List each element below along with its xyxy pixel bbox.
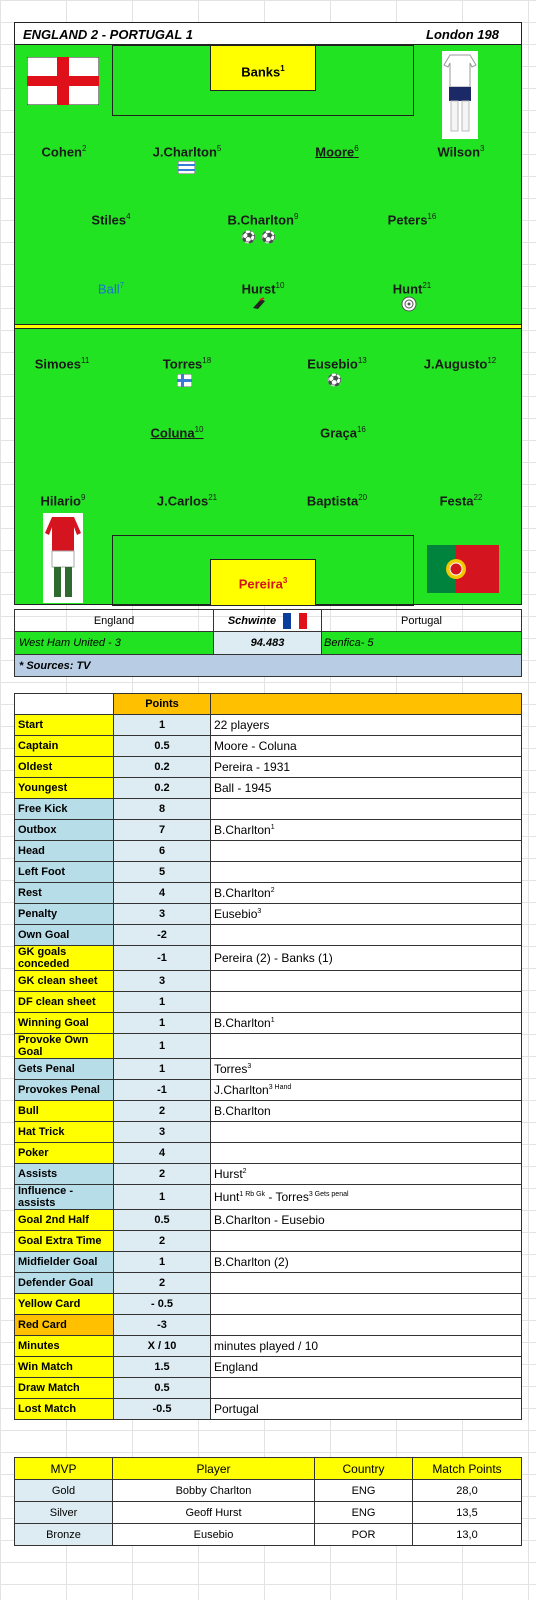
mvp-header-row	[15, 1458, 522, 1480]
mvp-cell: Gold	[15, 1480, 113, 1502]
goal-ball-icon: ⚽	[241, 230, 256, 244]
points-label: Assists	[15, 1164, 114, 1185]
goal-ball-icon: ⚽	[261, 230, 276, 244]
points-row	[15, 925, 522, 946]
points-label: Minutes	[15, 1336, 114, 1357]
points-desc	[211, 862, 522, 883]
points-desc: B.Charlton (2)	[211, 1252, 522, 1273]
player-header: Player	[113, 1458, 315, 1480]
player-j-carlos: J.Carlos$^{21}$	[156, 493, 218, 509]
england-kit-icon	[442, 51, 478, 139]
points-label: Start	[15, 715, 114, 736]
points-value: 1	[114, 1034, 211, 1059]
points-value: -0.5	[114, 1399, 211, 1420]
points-label: Left Foot	[15, 862, 114, 883]
points-desc: 22 players	[211, 715, 522, 736]
points-desc: B.Charlton$^1$	[211, 820, 522, 841]
england-half	[14, 44, 522, 325]
target-icon	[401, 296, 417, 312]
points-label: Goal Extra Time	[15, 1231, 114, 1252]
points-desc	[211, 841, 522, 862]
points-desc: B.Charlton - Eusebio	[211, 1210, 522, 1231]
points-row	[15, 1336, 522, 1357]
points-value: 1	[114, 715, 211, 736]
points-desc	[211, 1273, 522, 1294]
points-row	[15, 862, 522, 883]
points-desc: B.Charlton	[211, 1101, 522, 1122]
points-desc: England	[211, 1357, 522, 1378]
points-row	[15, 1164, 522, 1185]
points-row	[15, 736, 522, 757]
points-header-row	[15, 694, 522, 715]
player-cohen: Cohen$^2$	[41, 144, 87, 160]
player-baptista: Baptista$^{20}$	[306, 493, 368, 509]
points-row	[15, 883, 522, 904]
points-label: Poker	[15, 1143, 114, 1164]
points-value: 1	[114, 1013, 211, 1034]
points-label: Hat Trick	[15, 1122, 114, 1143]
player-peters: Peters$^{16}$	[387, 212, 437, 228]
points-value: 4	[114, 883, 211, 904]
points-value: 3	[114, 904, 211, 925]
points-desc: Hurst$^2$	[211, 1164, 522, 1185]
england-flag-icon	[27, 57, 99, 105]
points-row	[15, 1122, 522, 1143]
points-desc: Portugal	[211, 1399, 522, 1420]
captain-flag-icon	[178, 161, 195, 174]
points-desc	[211, 925, 522, 946]
points-label: Red Card	[15, 1315, 114, 1336]
points-row	[15, 841, 522, 862]
points-value: 3	[114, 971, 211, 992]
mvp-cell: 13,0	[413, 1524, 522, 1546]
mvp-cell: ENG	[315, 1480, 413, 1502]
points-label: GK clean sheet	[15, 971, 114, 992]
player-hunt: Hunt$^{21}$	[392, 281, 432, 297]
points-label: Influence - assists	[15, 1185, 114, 1210]
points-desc: Ball - 1945	[211, 778, 522, 799]
points-row	[15, 992, 522, 1013]
portugal-goalkeeper: Pereira$^3$	[210, 559, 316, 606]
points-label: Draw Match	[15, 1378, 114, 1399]
points-row	[15, 778, 522, 799]
portugal-flag-icon	[427, 545, 499, 593]
points-row	[15, 1143, 522, 1164]
mvp-row	[15, 1524, 522, 1546]
points-row	[15, 1315, 522, 1336]
points-row	[15, 1185, 522, 1210]
points-value: 1	[114, 1185, 211, 1210]
club2-name: Benfica- 5	[322, 632, 522, 655]
england-goalkeeper: Banks$^1$	[210, 45, 316, 91]
points-value: 2	[114, 1273, 211, 1294]
mvp-cell: Geoff Hurst	[113, 1502, 315, 1524]
points-row	[15, 1080, 522, 1101]
points-value: X / 10	[114, 1336, 211, 1357]
points-row	[15, 1294, 522, 1315]
points-value: 0.5	[114, 1210, 211, 1231]
points-desc	[211, 1143, 522, 1164]
mvp-cell: ENG	[315, 1502, 413, 1524]
points-label: Head	[15, 841, 114, 862]
goal-ball-icon: ⚽	[327, 373, 342, 387]
points-label: Goal 2nd Half	[15, 1210, 114, 1231]
points-desc	[211, 1378, 522, 1399]
points-row	[15, 820, 522, 841]
points-row	[15, 757, 522, 778]
points-value: 1	[114, 1059, 211, 1080]
sources-note: * Sources: TV	[15, 655, 522, 677]
points-desc: Hunt$^{1 Rb Gk}$ - Torres$^{3 Gets penal}$	[211, 1185, 522, 1210]
points-desc: Eusebio$^3$	[211, 904, 522, 925]
points-label: Rest	[15, 883, 114, 904]
player-j-augusto: J.Augusto$^{12}$	[423, 356, 497, 372]
points-desc: Pereira - 1931	[211, 757, 522, 778]
mvp-row	[15, 1502, 522, 1524]
points-desc	[211, 1294, 522, 1315]
referee-cell: Schwinte	[214, 610, 322, 632]
points-label: Provokes Penal	[15, 1080, 114, 1101]
points-value: 0.5	[114, 1378, 211, 1399]
points-row	[15, 1210, 522, 1231]
mvp-cell: Eusebio	[113, 1524, 315, 1546]
points-label: Free Kick	[15, 799, 114, 820]
team2-name: Portugal	[322, 610, 522, 632]
points-value: -1	[114, 946, 211, 971]
points-desc: Pereira (2) - Banks (1)	[211, 946, 522, 971]
points-desc: B.Charlton$^1$	[211, 1013, 522, 1034]
match-points-header: Match Points	[413, 1458, 522, 1480]
points-row	[15, 1231, 522, 1252]
club1-name: West Ham United - 3	[15, 632, 214, 655]
points-label: Gets Penal	[15, 1059, 114, 1080]
points-label: Oldest	[15, 757, 114, 778]
points-label: Win Match	[15, 1357, 114, 1378]
points-label: Penalty	[15, 904, 114, 925]
mvp-header: MVP	[15, 1458, 113, 1480]
points-value: 0.5	[114, 736, 211, 757]
player-graca: Graça$^{16}$	[320, 425, 366, 441]
mvp-cell: Bobby Charlton	[113, 1480, 315, 1502]
team1-name: England	[15, 610, 214, 632]
points-desc	[211, 1315, 522, 1336]
points-value: - 0.5	[114, 1294, 211, 1315]
mvp-cell: Bronze	[15, 1524, 113, 1546]
points-value: -1	[114, 1080, 211, 1101]
match-title: ENGLAND 2 - PORTUGAL 1	[23, 27, 193, 42]
points-desc: Moore - Coluna	[211, 736, 522, 757]
points-row	[15, 1013, 522, 1034]
points-value: 2	[114, 1231, 211, 1252]
points-value: 1	[114, 1252, 211, 1273]
points-label: Midfielder Goal	[15, 1252, 114, 1273]
mvp-row	[15, 1480, 522, 1502]
mvp-cell: POR	[315, 1524, 413, 1546]
points-value: 2	[114, 1101, 211, 1122]
france-flag-icon	[283, 613, 307, 629]
points-value: 3	[114, 1122, 211, 1143]
points-desc	[211, 1034, 522, 1059]
player-torres: Torres$^{18}$	[162, 356, 212, 372]
player-festa: Festa$^{22}$	[439, 493, 483, 509]
player-simoes: Simoes$^{11}$	[34, 356, 90, 372]
player-b-charlton: B.Charlton$^9$	[227, 212, 299, 228]
player-wilson: Wilson$^3$	[437, 144, 485, 160]
mvp-table	[14, 1457, 522, 1546]
points-value: 1	[114, 992, 211, 1013]
points-row	[15, 799, 522, 820]
points-desc	[211, 799, 522, 820]
match-header	[14, 22, 522, 45]
points-label: GK goals conceded	[15, 946, 114, 971]
assist-boot-icon	[251, 296, 267, 310]
points-value: 0.2	[114, 757, 211, 778]
points-label: Youngest	[15, 778, 114, 799]
points-value: 0.2	[114, 778, 211, 799]
points-label: Defender Goal	[15, 1273, 114, 1294]
points-row	[15, 1059, 522, 1080]
mvp-cell: 28,0	[413, 1480, 522, 1502]
points-desc	[211, 992, 522, 1013]
attendance: 94.483	[214, 632, 322, 655]
player-stiles: Stiles$^4$	[91, 212, 131, 228]
points-desc: B.Charlton$^2$	[211, 883, 522, 904]
points-table	[14, 693, 522, 1420]
points-row	[15, 1357, 522, 1378]
points-row	[15, 1378, 522, 1399]
points-value: 7	[114, 820, 211, 841]
points-value: 1.5	[114, 1357, 211, 1378]
points-label: Yellow Card	[15, 1294, 114, 1315]
portugal-half	[14, 328, 522, 605]
points-row	[15, 1252, 522, 1273]
player-hilario: Hilario$^9$	[40, 493, 86, 509]
points-label: Outbox	[15, 820, 114, 841]
points-desc	[211, 971, 522, 992]
points-row	[15, 946, 522, 971]
points-label: Own Goal	[15, 925, 114, 946]
mvp-cell: 13,5	[413, 1502, 522, 1524]
points-label: Winning Goal	[15, 1013, 114, 1034]
points-row	[15, 904, 522, 925]
points-desc: minutes played / 10	[211, 1336, 522, 1357]
portugal-kit-icon	[43, 513, 83, 603]
points-row	[15, 1273, 522, 1294]
points-label: Captain	[15, 736, 114, 757]
points-value: -3	[114, 1315, 211, 1336]
points-row	[15, 1034, 522, 1059]
points-label: DF clean sheet	[15, 992, 114, 1013]
player-hurst: Hurst$^{10}$	[241, 281, 285, 297]
points-row	[15, 971, 522, 992]
player-j-charlton: J.Charlton$^5$	[152, 144, 222, 160]
points-value: 2	[114, 1164, 211, 1185]
points-desc	[211, 1122, 522, 1143]
mvp-cell: Silver	[15, 1502, 113, 1524]
player-ball: Ball$^7$	[97, 281, 125, 297]
points-value: 8	[114, 799, 211, 820]
points-row	[15, 715, 522, 736]
points-desc: J.Charlton$^{3 Hand}$	[211, 1080, 522, 1101]
match-info-table	[14, 609, 522, 677]
points-desc	[211, 1231, 522, 1252]
points-value: 6	[114, 841, 211, 862]
points-value: 5	[114, 862, 211, 883]
player-moore: Moore$^6$	[315, 144, 359, 160]
points-value: 4	[114, 1143, 211, 1164]
points-label: Provoke Own Goal	[15, 1034, 114, 1059]
player-eusebio: Eusebio$^{13}$	[307, 356, 367, 372]
points-label: Bull	[15, 1101, 114, 1122]
points-value: -2	[114, 925, 211, 946]
points-label: Lost Match	[15, 1399, 114, 1420]
points-row	[15, 1101, 522, 1122]
points-header: Points	[114, 694, 211, 715]
points-row	[15, 1399, 522, 1420]
player-coluna: Coluna$^{10}$	[150, 425, 204, 441]
match-place: London 198	[426, 27, 499, 42]
finland-flag-icon	[177, 374, 192, 387]
country-header: Country	[315, 1458, 413, 1480]
points-desc: Torres$^3$	[211, 1059, 522, 1080]
